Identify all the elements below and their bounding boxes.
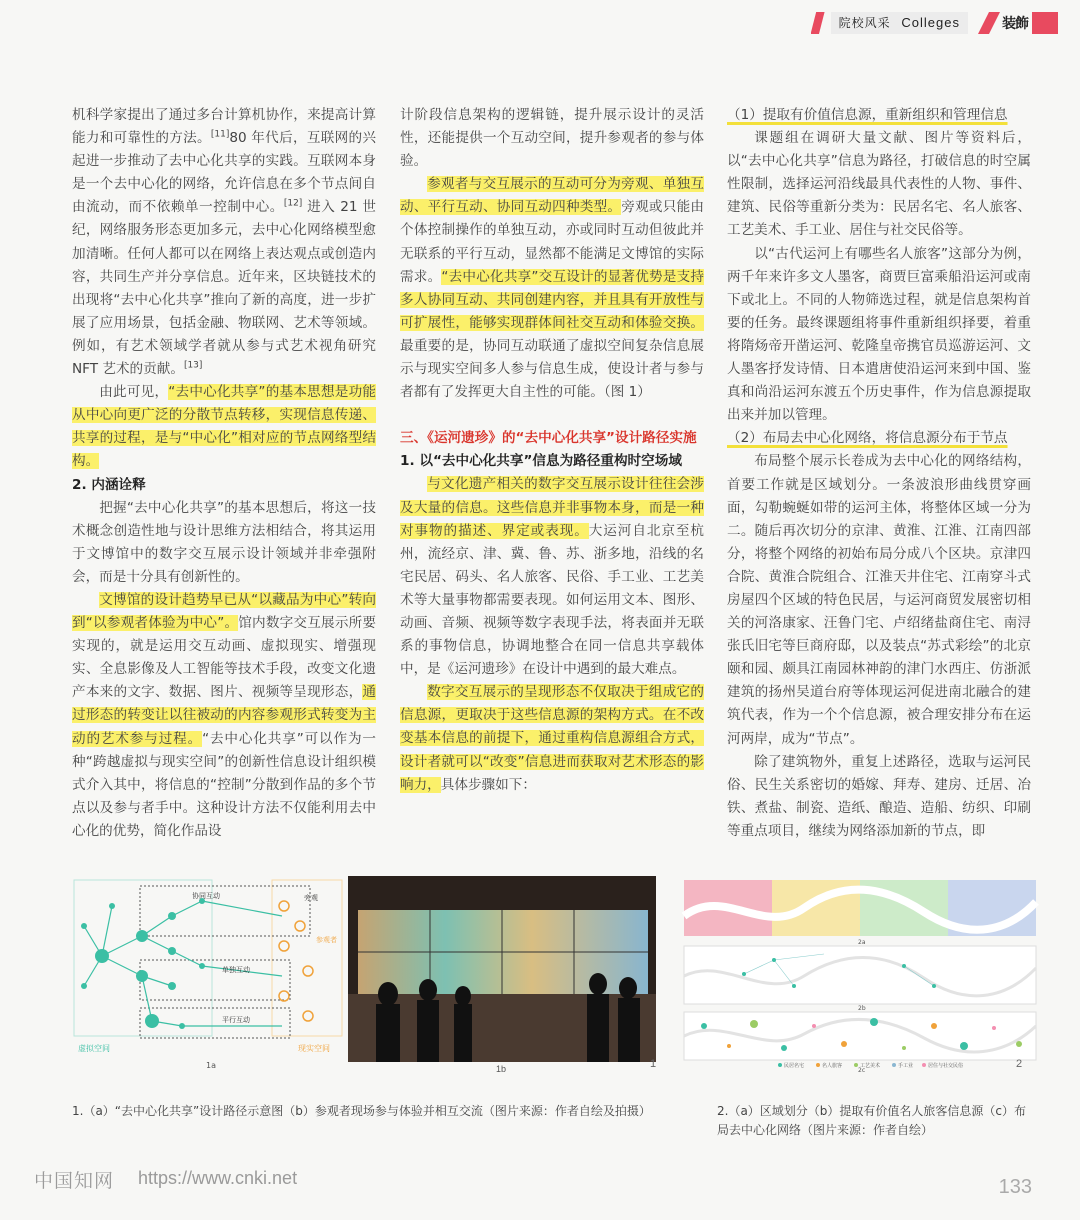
figure-tag-2a: 2a xyxy=(858,939,866,946)
label-virtual: 虚拟空间 xyxy=(78,1044,110,1053)
caption-figure-1: 1.（a）“去中心化共享”设计路径示意图（b）参观者现场参与体验并相互交流（图片来源：作者自绘及拍摄） xyxy=(72,1104,651,1118)
network-diagram-svg xyxy=(72,876,344,1072)
cnki-logo: 中国知网 xyxy=(34,1170,115,1192)
header-section-cn: 院校风采 xyxy=(838,16,891,30)
cnki-url-link[interactable]: https://www.cnki.net xyxy=(138,1168,298,1188)
label-watch: 旁观 xyxy=(304,894,318,902)
header-section xyxy=(831,12,968,34)
caption-figure-2: 2.（a）区域划分（b）提取有价值名人旅客信息源（c）布局去中心化网络（图片来源：作者自绘） xyxy=(717,1104,1027,1137)
virtual-space-frame xyxy=(74,880,212,1036)
paragraph: 课题组在调研大量文献、图片等资料后，以“去中心化共享”信息为路径，打破信息的时空属性限制，选择运河沿线最具代表性的人物、事件、建筑、民俗等重新分类为：民居名宅、名人旅客、工艺美术、手工业、居住与社交民俗等。 xyxy=(727,130,1031,239)
svg-text:手工业: 手工业 xyxy=(898,1063,914,1069)
paragraph: 计阶段信息架构的逻辑链，提升展示设计的灵活性，还能提供一个互动空间，提升参观者的参与体验。 xyxy=(400,107,704,170)
step-heading: （2）布局去中心化网络，将信息源分布于节点 xyxy=(727,430,1008,447)
network-nodes xyxy=(81,898,205,1029)
paragraph: 以“古代运河上有哪些名人旅客”这部分为例，两千年来许多文人墨客，商贾巨富乘船沿运河或南下或北上。不同的人物筛选过程，就是信息架构首要的任务。最终课题组将事件重新组织择要，着重将隋炀帝开凿运河、乾隆皇帝携官员巡游运河、文人墨客抒发诗情、日本遣唐使沿运河来到中国、鉴真和尚沿运河东渡五个历史事件，作为信息源提取出来并加以管理。 xyxy=(727,245,1031,424)
highlighted-text: 数字交互展示的呈现形态不仅取决于组成它的信息源，更取决于这些信息源的架构方式。在不改变基本信息的前提下，通过重构信息源组合方式，设计者就可以“改变”信息进而获取对艺术形态的影响力， xyxy=(400,684,704,793)
paragraph: 参观者与交互展示的互动可分为旁观、单独互动、平行互动、协同互动四种类型。旁观或只能由个体控制操作的单独互动，亦或同时互动但彼此并无联系的平行互动，显然都不能满足文博馆的实际需求。“去中心化共享”交互设计的显著优势是支持多人协同互动、共同创建内容，并且具有开放性与可扩展性，能够实现群体间社交互动和体验交换。最重要的是，协同互动联通了虚拟空间复杂信息展示与现实空间多人参与信息生成，使设计者与参与者都有了发挥更大自主性的可能。（图 1） xyxy=(400,176,705,401)
figure-number-1: 1 xyxy=(650,1058,657,1070)
figure-number-2: 2 xyxy=(1016,1058,1023,1070)
paragraph: 文博馆的设计趋势早已从“以藏品为中心”转向到“以参观者体验为中心”。馆内数字交互展示所要实现的，就是运用交互动画、虚拟现实、增强现实、全息影像及人工智能等技术手段，改变文化遗产本来的文字、数据、图片、视频等呈现形态，通过形态的转变让以往被动的内容参观形式转变为主动的艺术参与过程。“去中心化共享”可以作为一种“跨越虚拟与现实空间”的创新性信息设计组织模式介入其中，将信息的“控制”分散到作品的多个节点以及参与者手中。这种设计方法不仅能利用去中心化的优势，简化作品设 xyxy=(72,591,377,839)
figure-tag-1a: 1a xyxy=(206,1061,216,1070)
label-parallel: 平行互动 xyxy=(222,1016,250,1024)
magazine-logo xyxy=(978,12,1058,34)
paragraph: 把握“去中心化共享”的基本思想后，将这一技术概念创造性地与设计思维方法相结合，将其运用于文博馆中的数字交互展示设计领域并非牵强附会，而是十分具有创新性的。 xyxy=(72,499,376,585)
highlighted-text: 与文化遗产相关的数字交互展示设计往往会涉及大量的信息。这些信息并非事物本身，而是一种对事物的描述、界定或表现。 xyxy=(400,476,704,539)
header-wedge-decoration xyxy=(811,12,825,34)
page-number: 133 xyxy=(998,1176,1032,1198)
label-coop: 协同互动 xyxy=(192,892,220,900)
paragraph: 数字交互展示的呈现形态不仅取决于组成它的信息源，更取决于这些信息源的架构方式。在不改变基本信息的前提下，通过重构信息源组合方式，设计者就可以“改变”信息进而获取对艺术形态的影响力，具体步骤如下： xyxy=(400,684,704,793)
figure-1b-photo xyxy=(348,876,656,1074)
step-heading: （1）提取有价值信息源，重新组织和管理信息 xyxy=(727,107,1008,123)
figure-tag-2c: 2c xyxy=(858,1067,866,1074)
figure-tag-2b: 2b xyxy=(858,1005,866,1012)
figure-2-layout-diagrams xyxy=(684,876,1036,1072)
paragraph: 机科学家提出了通过多台计算机协作，来提高计算能力和可靠性的方法。[11]80 年代后，互联网的兴起进一步推动了去中心化共享的实践。互联网本身是一个去中心化的网络，允许信息在多个节点间自由流动，而不依赖单一控制中心。[12] 进入 21 世纪，网络服务形态更加多元，去中心化网络模型愈加清晰。任何人都可以在网络上表达观点或创造内容，共同生产并分享信息。近年来，区块链技术的出现将“去中心化共享”推向了新的高度，进一步扩展了应用场景，包括金融、物联网、艺术等领域。例如，有艺术领域学者就从参与式艺术视角研究 NFT 艺术的贡献。[13] xyxy=(72,107,376,378)
logo-bar-decoration xyxy=(1032,12,1058,34)
real-space-frame xyxy=(272,880,342,1036)
column-2 xyxy=(400,104,704,797)
citation-ref: [13] xyxy=(183,360,203,371)
section-heading: 三、《运河遗珍》的“去中心化共享”设计路径实施 xyxy=(400,430,697,447)
svg-text:工艺美术: 工艺美术 xyxy=(860,1063,881,1069)
paragraph: 由此可见，“去中心化共享”的基本思想是功能从中心向更广泛的分散节点转移，实现信息传递、共享的过程，是与“中心化”相对应的节点网络型结构。 xyxy=(72,384,376,470)
citation-ref: [11] xyxy=(210,129,230,140)
network-edges xyxy=(84,901,282,1026)
highlighted-text: 文博馆的设计趋势早已从“以藏品为中心”转向到“以参观者体验为中心”。 xyxy=(72,591,376,632)
label-real: 现实空间 xyxy=(298,1044,330,1053)
column-1 xyxy=(72,104,376,843)
highlighted-text: “去中心化共享”的基本思想是功能从中心向更广泛的分散节点转移，实现信息传递、共享的过程，是与“中心化”相对应的节点网络型结构。 xyxy=(72,384,376,470)
paragraph: 与文化遗产相关的数字交互展示设计往往会涉及大量的信息。这些信息并非事物本身，而是一种对事物的描述、界定或表现。大运河自北京至杭州，流经京、津、冀、鲁、苏、浙多地，沿线的名宅民居、码头、名人旅客、民俗、手工业、工艺美术等大量事物都需要表现。如何运用文本、图形、动画、音频、视频等数字表现手法，将表面并无联系的事物信息，协调地整合在同一信息共享载体中，是《运河遗珍》在设计中遇到的最大难点。 xyxy=(400,476,705,678)
label-single: 单独互动 xyxy=(222,966,250,974)
region-diagram-svg xyxy=(684,876,1036,1072)
subsection-heading: 2. 内涵诠释 xyxy=(72,476,146,493)
figure-1a-diagram xyxy=(72,876,344,1072)
logo-text: 装飾 xyxy=(1002,16,1028,32)
figure-strip xyxy=(72,876,1036,1072)
highlighted-text: “去中心化共享”交互设计的显著优势是支持多人协同互动、共同创建内容，并且具有开放性与可扩展性，能够实现群体间社交互动和体验交换。 xyxy=(400,268,704,331)
subsection-heading: 1. 以“去中心化共享”信息为路径重构时空场域 xyxy=(400,453,682,470)
single-group-frame xyxy=(140,960,290,1000)
svg-text:居住与社交民俗: 居住与社交民俗 xyxy=(928,1063,964,1069)
column-3 xyxy=(727,104,1031,843)
paragraph: 布局整个展示长卷成为去中心化的网络结构，首要工作就是区域划分。一条波浪形曲线贯穿画面，勾勒蜿蜒如带的运河主体，将整体区域一分为二。随后再次切分的京津、黄淮、江淮、江南四部分，将整个网络的初始布局分成八个区块。京津四合院、黄淮合院组合、江淮天井住宅、江南穿斗式房屋四个区域的特色民居，与运河商贸发展密切相关的河洛康家、汪鲁门宅、卢绍绪盐商住宅、南浔张氏旧宅等巨商府邸，以及装点“苏式彩绘”的北京颐和园、颇具江南园林神韵的津门水西庄、仿浙派建筑的扬州吴道台府等体现运河促进南北融合的建筑代表，作为一个个信息源，被合理安排分布在运河两岸，成为“节点”。 xyxy=(727,453,1031,747)
running-header xyxy=(811,12,1058,34)
label-participant: 参观者 xyxy=(316,936,337,944)
highlighted-text: 参观者与交互展示的互动可分为旁观、单独互动、平行互动、协同互动四种类型。 xyxy=(400,176,704,216)
figure-tag-1b: 1b xyxy=(496,1064,507,1074)
logo-slash-icon xyxy=(978,12,1000,34)
citation-ref: [12] xyxy=(283,198,303,209)
exhibition-photo-svg xyxy=(348,876,656,1062)
highlighted-text: 通过形态的转变让以往被动的内容参观形式转变为主动的艺术参与过程。 xyxy=(72,684,376,747)
body-columns xyxy=(72,104,1032,844)
participant-icons xyxy=(279,901,313,1021)
svg-text:民居名宅: 民居名宅 xyxy=(784,1063,805,1069)
fig2-legend xyxy=(778,1062,963,1069)
paragraph: 除了建筑物外，重复上述路径，选取与运河民俗、民生关系密切的婚嫁、拜寿、建房、迁居、冶铁、煮盐、制瓷、造纸、酿造、造船、纺织、印刷等重点项目，继续为网络添加新的节点，即 xyxy=(727,753,1031,839)
svg-text:名人旅客: 名人旅客 xyxy=(822,1063,843,1069)
header-section-en: Colleges xyxy=(901,15,960,30)
